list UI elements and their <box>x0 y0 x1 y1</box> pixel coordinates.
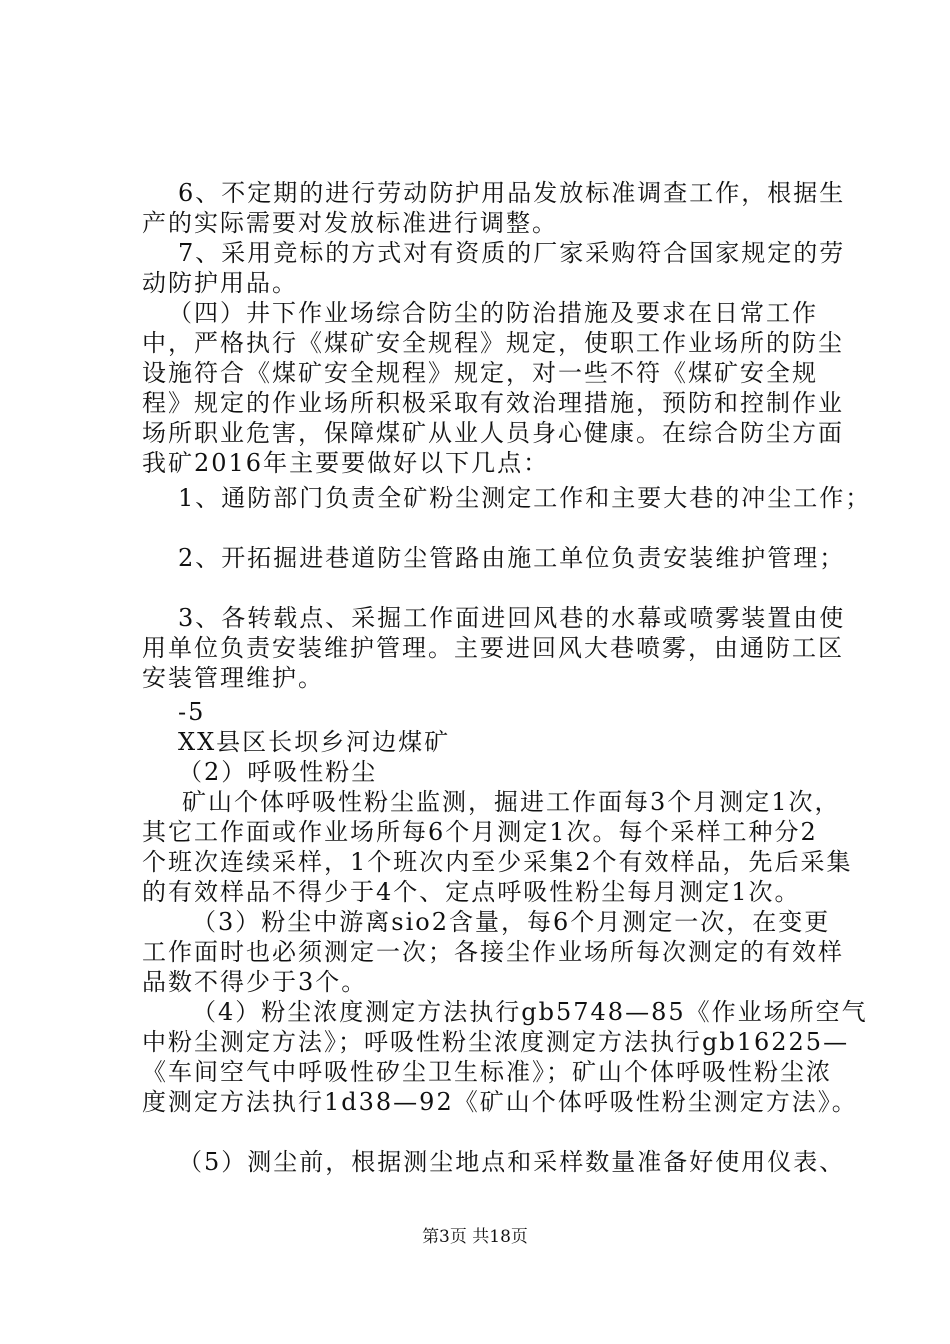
para-line-1: 6、不定期的进行劳动防护用品发放标准调查工作，根据生 <box>178 179 846 207</box>
para-line-14: 用单位负责安装维护管理。主要进回风大巷喷雾，由通防工区 <box>142 634 844 662</box>
para-line-10: 我矿2016年主要要做好以下几点： <box>142 449 550 477</box>
para-line-16: 矿山个体呼吸性粉尘监测，掘进工作面每3个月测定1次， <box>182 788 841 816</box>
page-footer: 第3页 共18页 <box>422 1227 528 1247</box>
para-line-23: （4）粉尘浓度测定方法执行gb5748—85《作业场所空气 <box>192 998 868 1026</box>
page-marker: -5 <box>178 698 206 726</box>
para-line-20: （3）粉尘中游离sio2含量，每6个月测定一次，在变更 <box>192 908 831 936</box>
para-line-18: 个班次连续采样，1个班次内至少采集2个有效样品，先后采集 <box>142 848 853 876</box>
para-line-6: 中，严格执行《煤矿安全规程》规定，使职工作业场所的防尘 <box>142 329 844 357</box>
para-line-3: 7、采用竞标的方式对有资质的厂家采购符合国家规定的劳 <box>178 239 846 267</box>
para-line-27: （5）测尘前，根据测尘地点和采样数量准备好使用仪表、 <box>178 1148 846 1176</box>
para-line-24: 中粉尘测定方法》；呼吸性粉尘浓度测定方法执行gb16225— <box>142 1028 850 1056</box>
para-line-4: 动防护用品。 <box>142 269 298 297</box>
para-line-13: 3、各转载点、采掘工作面进回风巷的水幕或喷雾装置由使 <box>178 604 846 632</box>
section-heading-2: （2）呼吸性粉尘 <box>178 758 378 786</box>
para-line-19: 的有效样品不得少于4个、定点呼吸性粉尘每月测定1次。 <box>142 878 801 906</box>
para-line-22: 品数不得少于3个。 <box>142 968 368 996</box>
para-line-5: （四）井下作业场综合防尘的防治措施及要求在日常工作 <box>168 299 818 327</box>
para-line-15: 安装管理维护。 <box>142 664 324 692</box>
para-line-8: 程》规定的作业场所积极采取有效治理措施，预防和控制作业 <box>142 389 844 417</box>
para-line-9: 场所职业危害，保障煤矿从业人员身心健康。在综合防尘方面 <box>142 419 844 447</box>
mine-name: XX县区长坝乡河边煤矿 <box>178 728 451 756</box>
para-line-25: 《车间空气中呼吸性矽尘卫生标准》；矿山个体呼吸性粉尘浓 <box>142 1058 832 1086</box>
para-line-11: 1、通防部门负责全矿粉尘测定工作和主要大巷的冲尘工作； <box>178 484 872 512</box>
para-line-17: 其它工作面或作业场所每6个月测定1次。每个采样工种分2 <box>142 818 818 846</box>
para-line-26: 度测定方法执行1d38—92《矿山个体呼吸性粉尘测定方法》。 <box>142 1088 858 1116</box>
para-line-21: 工作面时也必须测定一次；各接尘作业场所每次测定的有效样 <box>142 938 844 966</box>
para-line-7: 设施符合《煤矿安全规程》规定，对一些不符《煤矿安全规 <box>142 359 818 387</box>
para-line-2: 产的实际需要对发放标准进行调整。 <box>142 209 558 237</box>
para-line-12: 2、开拓掘进巷道防尘管路由施工单位负责安装维护管理； <box>178 544 846 572</box>
